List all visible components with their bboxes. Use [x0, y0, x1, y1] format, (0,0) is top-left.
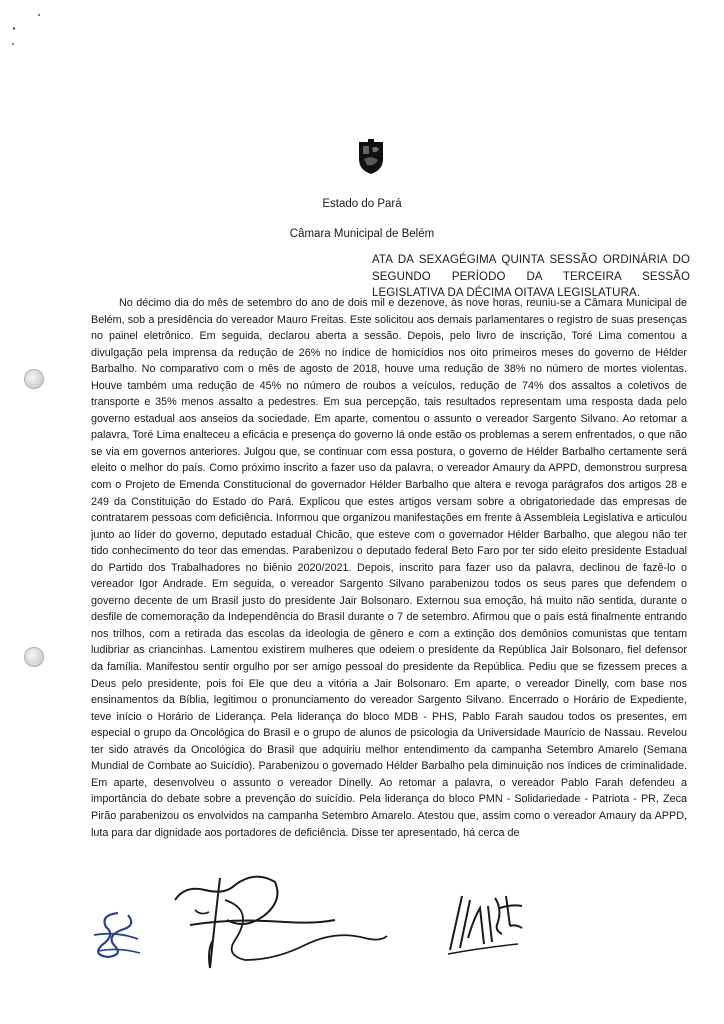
scan-speck [13, 27, 15, 30]
coat-of-arms-icon [357, 139, 385, 175]
ata-title: ATA DA SEXAGÉGIMA QUINTA SESSÃO ORDINÁRIA DO SEGUNDO PERÍODO DA TERCEIRA SESSÃO LEGISLATIVA DA DÉCIMA OITAVA LEGISLATURA. [372, 254, 690, 299]
signature-left [88, 905, 148, 965]
punch-hole-top [24, 369, 44, 389]
scan-speck [38, 14, 40, 16]
punch-hole-bottom [24, 647, 44, 667]
minutes-body: No décimo dia do mês de setembro do ano de dois mil e dezenove, às nove horas, reuniu-se a Câmara Municipal de Belém, sob a presidência do vereador Mauro Freitas. Este solicitou aos demais parlamentares o registro de suas presenças no painel eletrônico. Em seguida, declarou aberta a sessão. Depois, pelo livro de inscrição, Toré Lima comentou a divulgação pela imprensa da redução de 26% no índice de homicídios nos oito primeiros meses do governo de Hélder Barbalho. No comparativo com o mês de agosto de 2018, houve uma redução de 38% no número de mortes violentas. Houve também uma redução de 45% no número de roubos a veículos, redução de 74% dos assaltos a coletivos de transporte e 35% menos assalto a pedestres. Em sua percepção, tais resultados representam uma resposta dada pelo governo estadual aos anseios da sociedade. Em aparte, comentou o assunto o vereador Sargento Silvano. Ao retomar a palavra, Toré Lima enalteceu a eficácia e presença do governo lá onde estão os problemas a serem enfrentados, o que não se via em governos anteriores. Julgou que, se continuar com essa postura, o governo de Hélder Barbalho certamente será eleito o melhor do país. Como próximo inscrito a fazer uso da palavra, o vereador Amaury da APPD, demonstrou surpresa com o Projeto de Emenda Constitucional do governador Hélder Barbalho que altera e revoga parágrafos dos artigos 28 e 249 da Constituição do Estado do Pará. Explicou que estes artigos versam sobre a obrigatoriedade das empresas de contratarem pessoas com deficiência. Informou que organizou manifestações em frente à Assembleia Legislativa e articulou junto ao líder do governo, deputado estadual Chicão, que esteve com o governador Hélder Barbalho, que alegou não ter tido conhecimento do teor das emendas. Parabenizou o deputado federal Beto Faro por ter sido eleito presidente Estadual do Partido dos Trabalhadores no biênio 2020/2021. Depois, inscrito para fazer uso da palavra, declinou de fazê-lo o vereador Igor Andrade. Em seguida, o vereador Sargento Silvano parabenizou todos os seus pares que defendem o governo decente de um Brasil justo do presidente Jair Bolsonaro. Externou sua emoção, há muito não sentida, durante o desfile de comemoração da Independência do Brasil durante o 7 de setembro. Afirmou que o país está finalmente entrando nos trilhos, com a retirada das escolas da ideologia de gênero e com a extinção dos demônios comunistas que tentam ludibriar as criancinhas. Lamentou existirem mulheres que odeiem o presidente da República Jair Bolsonaro, fiel defensor da família. Manifestou sentir orgulho por ser amigo pessoal do presidente da República. Pediu que se fizessem preces a Deus pelo presidente, pois foi Ele que deu a vitória a Jair Bolsonaro. Em aparte, o vereador Dinelly, com base nos ensinamentos da Bíblia, legitimou o pronunciamento do vereador Sargento Silvano. Encerrado o Horário de Expediente, teve início o Horário de Liderança. Pela liderança do bloco MDB - PHS, Pablo Farah saudou todos os presentes, em especial o grupo da Oncológica do Brasil e o grupo de alunos de psicologia da Universidade Maurício de Nassau. Revelou ter sido através da Oncológica do Brasil que adquiriu melhor entendimento da campanha Setembro Amarelo (Semana Mundial de Combate ao Suicídio). Parabenizou o governado Hélder Barbalho pela diminuição nos índices de criminalidade. Em aparte, desenvolveu o assunto o vereador Dinelly. Ao retomar a palavra, o vereador Pablo Farah defendeu a importância do debate sobre a prevenção do suicídio. Pela liderança do bloco PMN - Solidariedade - Patriota - PR, Zeca Pirão parabenizou os envolvidos na campanha Setembro Amarelo. Atestou que, assim como o vereador Amaury da APPD, luta para dar dignidade aos portadores de deficiência. Disse ter apresentado, há cerca de [91, 297, 687, 839]
scan-speck [12, 43, 14, 45]
chamber-name: Câmara Municipal de Belém [289, 228, 435, 240]
signature-center [165, 860, 395, 980]
signature-right [440, 878, 530, 958]
state-name: Estado do Pará [322, 198, 402, 210]
